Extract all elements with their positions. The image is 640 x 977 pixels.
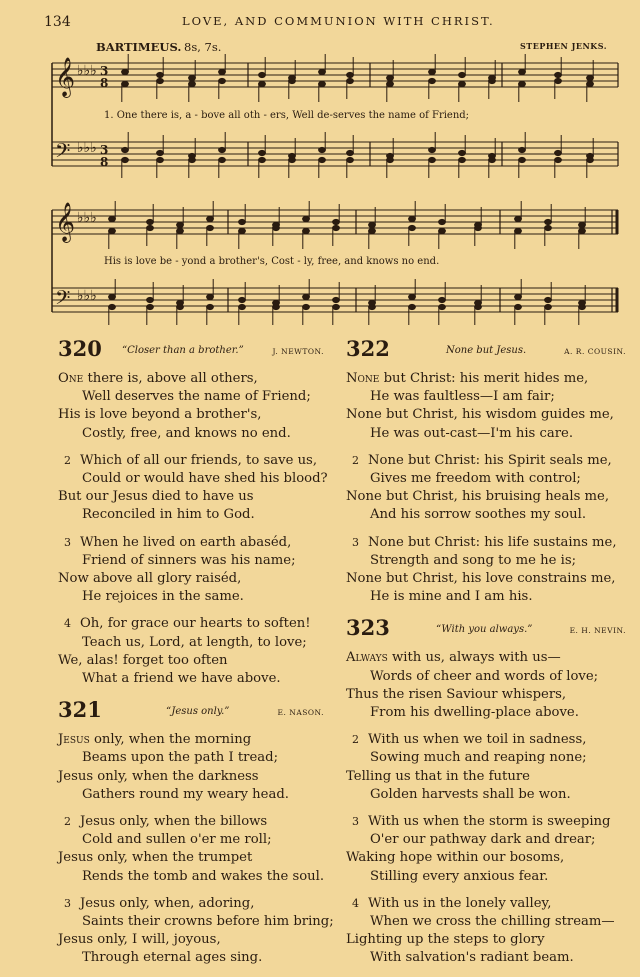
note-head — [439, 297, 446, 302]
stanza-line — [58, 425, 348, 443]
stanza — [346, 534, 636, 607]
note-head — [303, 228, 310, 233]
stanza-number: 3 — [352, 535, 359, 549]
note-head — [177, 228, 184, 233]
note-head — [207, 294, 214, 299]
flat-icon: ♭♭♭ — [77, 210, 97, 226]
note-head — [333, 304, 340, 309]
hymn-number: 322 — [346, 336, 390, 361]
stanza-line — [58, 749, 348, 767]
tune-name: BARTIMEUS. — [96, 40, 182, 54]
stanza-text: With us when we toil in sadness, — [368, 732, 587, 748]
note-head — [207, 225, 214, 230]
stanza — [346, 370, 636, 443]
stanza-text: Costly, free, and knows no end. — [82, 425, 291, 441]
svg-text:8: 8 — [100, 155, 109, 169]
note-head — [429, 147, 436, 152]
stanza-text: None but Christ: his life sustains me, — [368, 534, 617, 550]
left-column — [58, 336, 348, 977]
note-head — [475, 225, 482, 230]
note-head — [587, 81, 594, 86]
note-head — [319, 147, 326, 152]
stanza-text: None but Christ: his merit hides me, — [346, 371, 589, 386]
lyric-line-1: 1. One there is, a - bove all oth - ers, Well de-serves the name of Friend; — [104, 110, 470, 121]
note-head — [319, 69, 326, 74]
note-head — [347, 78, 354, 83]
stanza-text: Always with us, always with us— — [346, 650, 561, 666]
stanza-line — [346, 768, 636, 786]
note-head — [157, 78, 164, 83]
stanza — [346, 813, 636, 886]
stanza-line — [58, 813, 348, 831]
stanza-text: Jesus only, when the morning — [58, 732, 252, 748]
note-head — [219, 69, 226, 74]
stanza-line — [58, 388, 348, 406]
stanza-line — [58, 488, 348, 506]
stanza-text: Stilling every anxious fear. — [370, 868, 549, 884]
stanza-text: With us in the lonely valley, — [368, 895, 552, 911]
stanza-line — [346, 668, 636, 686]
note-head — [439, 304, 446, 309]
stanza-line — [346, 895, 636, 913]
note-head — [239, 228, 246, 233]
stanza-text: Could or would have shed his blood? — [82, 471, 328, 487]
stanza-line — [346, 831, 636, 849]
page-number: 134 — [44, 14, 71, 30]
stanza-line — [346, 704, 636, 722]
stanza-text: One there is, above all others, — [58, 371, 258, 386]
lyric-line-2: His is love be - yond a brother's, Cost - ly, free, and knows no end. — [104, 256, 440, 267]
note-head — [122, 81, 129, 86]
hymn-author: J. NEWTON. — [272, 347, 324, 356]
note-head — [157, 72, 164, 77]
note-head — [259, 72, 266, 77]
note-head — [157, 157, 164, 162]
stanza-line — [58, 913, 348, 931]
note-head — [319, 81, 326, 86]
stanza-text: None but Christ, his wisdom guides me, — [346, 407, 614, 423]
note-head — [545, 304, 552, 309]
flat-icon: ♭♭♭ — [77, 63, 97, 79]
bass-clef-icon: 𝄢 — [55, 286, 71, 314]
stanza-text: His is love beyond a brother's, — [58, 407, 262, 423]
note-head — [122, 147, 129, 152]
note-head — [555, 78, 562, 83]
note-head — [289, 78, 296, 83]
stanza — [346, 649, 636, 722]
note-head — [545, 225, 552, 230]
note-head — [545, 297, 552, 302]
stanza-line — [58, 895, 348, 913]
stanza-text: O'er our pathway dark and drear; — [370, 832, 596, 848]
note-head — [239, 219, 246, 224]
stanza-line — [346, 731, 636, 749]
note-head — [147, 225, 154, 230]
note-head — [515, 304, 522, 309]
note-head — [519, 157, 526, 162]
stanza-text: None but Christ, his bruising heals me, — [346, 489, 610, 505]
stanza-text: Reconciled in him to God. — [82, 507, 255, 523]
note-head — [333, 225, 340, 230]
stanza-line — [58, 406, 348, 424]
stanza-text: What a friend we have above. — [82, 671, 281, 687]
treble-clef-icon: 𝄞 — [55, 57, 76, 97]
stanza-text: Rends the tomb and wakes the soul. — [82, 868, 325, 884]
note-head — [303, 304, 310, 309]
stanza-line — [346, 388, 636, 406]
stanza-line — [58, 370, 348, 388]
stanza-text: Jesus only, when the trumpet — [58, 850, 253, 866]
note-head — [439, 228, 446, 233]
stanza-line — [346, 913, 636, 931]
stanza-line — [346, 570, 636, 588]
stanza — [58, 452, 348, 525]
note-head — [109, 216, 116, 221]
note-head — [429, 157, 436, 162]
note-head — [239, 297, 246, 302]
hymn-subtitle: “Jesus only.” — [166, 706, 230, 718]
stanza-text: Telling us that in the future — [346, 768, 530, 784]
note-head — [515, 294, 522, 299]
stanza-line — [346, 649, 636, 667]
stanza-line — [58, 452, 348, 470]
stanza-line — [58, 570, 348, 588]
stanza-text: Jesus only, I will, joyous, — [58, 932, 221, 948]
svg-text:3: 3 — [100, 143, 109, 157]
note-head — [157, 150, 164, 155]
stanza-text: When we cross the chilling stream— — [370, 914, 615, 930]
stanza-number: 3 — [352, 815, 359, 829]
stanza-text: Saints their crowns before him bring; — [82, 914, 334, 930]
stanza-line — [58, 868, 348, 886]
stanza-line — [58, 506, 348, 524]
note-head — [439, 219, 446, 224]
note-head — [347, 157, 354, 162]
note-head — [207, 216, 214, 221]
note-head — [587, 157, 594, 162]
stanza-line — [346, 552, 636, 570]
stanza-number: 2 — [352, 733, 359, 747]
stanza — [58, 534, 348, 607]
stanza-text: With salvation's radiant beam. — [370, 950, 574, 966]
stanza-line — [58, 786, 348, 804]
stanza-line — [346, 749, 636, 767]
note-head — [189, 75, 196, 80]
stanza-text: He rejoices in the same. — [82, 589, 244, 605]
note-head — [122, 69, 129, 74]
stanza-number: 2 — [64, 453, 71, 467]
stanza-line — [346, 686, 636, 704]
note-head — [147, 219, 154, 224]
stanza-text: Strength and song to me he is; — [370, 552, 577, 568]
note-head — [177, 304, 184, 309]
note-head — [555, 72, 562, 77]
note-head — [459, 81, 466, 86]
note-head — [409, 216, 416, 221]
stanza-text: Cold and sullen o'er me roll; — [82, 832, 272, 848]
note-head — [319, 157, 326, 162]
note-head — [459, 157, 466, 162]
stanza — [58, 615, 348, 688]
stanza-text: Gives me freedom with control; — [370, 471, 581, 487]
stanza-text: Words of cheer and words of love; — [370, 668, 599, 684]
stanza-text: Well deserves the name of Friend; — [82, 389, 311, 405]
note-head — [189, 157, 196, 162]
note-head — [409, 304, 416, 309]
staff-treble-1 — [52, 63, 618, 87]
note-head — [459, 72, 466, 77]
note-head — [387, 75, 394, 80]
note-head — [519, 69, 526, 74]
stanza-text: None but Christ, his love constrains me, — [346, 571, 616, 587]
note-head — [109, 304, 116, 309]
stanza-text: He was faultless—I am fair; — [370, 389, 555, 405]
stanza-text: And his sorrow soothes my soul. — [370, 507, 587, 523]
stanza-line — [58, 731, 348, 749]
note-head — [109, 228, 116, 233]
stanza-text: With us when the storm is sweeping — [368, 814, 611, 830]
note-head — [259, 150, 266, 155]
treble-clef-icon: 𝄞 — [55, 202, 76, 242]
note-head — [587, 75, 594, 80]
stanza-line — [58, 615, 348, 633]
note-head — [545, 219, 552, 224]
stanza-line — [58, 768, 348, 786]
stanza-text: Now above all glory raiséd, — [58, 571, 242, 587]
note-head — [219, 157, 226, 162]
stanza-text: Thus the risen Saviour whispers, — [346, 686, 567, 702]
stanza-line — [58, 552, 348, 570]
note-head — [515, 216, 522, 221]
hymn-author: A. R. COUSIN. — [564, 347, 626, 356]
stanza-number: 4 — [64, 617, 71, 631]
hymn-author: E. H. NEVIN. — [569, 626, 626, 636]
stanza — [346, 452, 636, 525]
note-head — [579, 304, 586, 309]
stanza-line — [58, 634, 348, 652]
stanza — [346, 895, 636, 968]
stanza-line — [346, 588, 636, 606]
svg-text:8: 8 — [100, 76, 109, 90]
note-head — [387, 157, 394, 162]
note-head — [207, 304, 214, 309]
stanza-number: 2 — [64, 815, 71, 829]
note-head — [475, 304, 482, 309]
stanza-line — [346, 488, 636, 506]
note-head — [409, 294, 416, 299]
note-head — [579, 228, 586, 233]
stanza-line — [346, 534, 636, 552]
hymn-subtitle: None but Jesus. — [446, 345, 527, 356]
stanza-line — [58, 588, 348, 606]
tune-meter: 8s, 7s. — [184, 40, 222, 54]
hymn-321 — [58, 697, 348, 967]
stanza-text: Waking hope within our bosoms, — [346, 850, 565, 866]
hymn-subtitle: “With you always.” — [436, 624, 533, 636]
stanza-text: Sowing much and reaping none; — [370, 750, 587, 766]
stanza-number: 4 — [352, 896, 359, 910]
note-head — [347, 150, 354, 155]
note-head — [333, 219, 340, 224]
stanza-line — [58, 949, 348, 967]
note-head — [489, 157, 496, 162]
stanza-text: Jesus only, when the darkness — [58, 768, 259, 784]
stanza-line — [346, 813, 636, 831]
stanza-text: Jesus only, when the billows — [80, 814, 268, 830]
stanza-text: We, alas! forget too often — [58, 652, 228, 668]
note-head — [219, 78, 226, 83]
note-head — [579, 222, 586, 227]
note-head — [555, 150, 562, 155]
note-head — [489, 78, 496, 83]
stanza-number: 2 — [352, 453, 359, 467]
stanza-line — [346, 470, 636, 488]
hymn-author: E. NASON. — [277, 708, 324, 718]
stanza-line — [346, 786, 636, 804]
note-head — [259, 157, 266, 162]
right-column — [346, 336, 636, 977]
stanza-text: From his dwelling-place above. — [370, 705, 579, 721]
stanza-text: Gathers round my weary head. — [82, 786, 289, 802]
note-head — [519, 81, 526, 86]
stanza-text: When he lived on earth abaséd, — [80, 534, 292, 550]
note-head — [259, 81, 266, 86]
stanza-line — [58, 831, 348, 849]
stanza-line — [346, 849, 636, 867]
flat-icon: ♭♭♭ — [77, 140, 97, 156]
note-head — [459, 150, 466, 155]
stanza-text: Jesus only, when, adoring, — [80, 895, 255, 911]
stanza-text: Through eternal ages sing. — [82, 950, 263, 966]
bar-lines — [228, 63, 618, 312]
hymn-number: 321 — [58, 697, 102, 723]
stanza-text: Golden harvests shall be won. — [370, 786, 571, 802]
note-head — [303, 294, 310, 299]
hymn-subtitle: “Closer than a brother.” — [122, 345, 244, 356]
stanza-line — [58, 470, 348, 488]
note-head — [429, 69, 436, 74]
stanza — [58, 370, 348, 443]
stanza-line — [346, 452, 636, 470]
stanza-line — [58, 534, 348, 552]
note-head — [122, 157, 129, 162]
stanza-line — [346, 406, 636, 424]
staff-bass-1 — [52, 142, 618, 166]
note-head — [273, 304, 280, 309]
stanza-text: He is mine and I am his. — [370, 589, 533, 605]
stanza-line — [58, 670, 348, 688]
stanza-line — [58, 931, 348, 949]
note-head — [409, 225, 416, 230]
note-head — [369, 304, 376, 309]
stanza-text: None but Christ: his Spirit seals me, — [368, 452, 612, 468]
stanza-line — [58, 849, 348, 867]
running-head: LOVE, AND COMMUNION WITH CHRIST. — [182, 14, 495, 28]
note-head — [273, 225, 280, 230]
note-head — [239, 304, 246, 309]
stanza-text: But our Jesus died to have us — [58, 489, 254, 505]
note-head — [369, 222, 376, 227]
stanza-number: 3 — [64, 896, 71, 910]
stanza-line — [346, 506, 636, 524]
note-head — [515, 228, 522, 233]
note-head — [109, 294, 116, 299]
note-head — [369, 228, 376, 233]
note-head — [147, 297, 154, 302]
hymn-320 — [58, 336, 348, 688]
note-head — [189, 81, 196, 86]
stanza-text: Lighting up the steps to glory — [346, 932, 545, 948]
hymn-322 — [346, 336, 636, 606]
note-head — [177, 222, 184, 227]
stanza-number: 3 — [64, 535, 71, 549]
stanza-line — [346, 868, 636, 886]
note-head — [387, 81, 394, 86]
stanza-line — [346, 425, 636, 443]
stanza-text: Friend of sinners was his name; — [82, 552, 296, 568]
hymn-number: 323 — [346, 615, 390, 641]
note-head — [519, 147, 526, 152]
stanza-line — [346, 949, 636, 967]
stanza-line — [346, 370, 636, 388]
note-head — [333, 297, 340, 302]
stanza-text: Beams upon the path I tread; — [82, 750, 279, 766]
stanza-text: Teach us, Lord, at length, to love; — [82, 634, 307, 650]
flat-icon: ♭♭♭ — [77, 288, 97, 304]
tune-composer: STEPHEN JENKS. — [520, 41, 608, 51]
stanza-line — [346, 931, 636, 949]
note-head — [303, 216, 310, 221]
note-head — [555, 157, 562, 162]
note-head — [429, 78, 436, 83]
bass-clef-icon: 𝄢 — [55, 139, 71, 167]
hymn-323 — [346, 615, 636, 967]
stanza-line — [58, 652, 348, 670]
note-head — [147, 304, 154, 309]
stanza-text: He was out-cast—I'm his care. — [370, 425, 574, 441]
music-notation — [0, 0, 640, 340]
note-head — [289, 157, 296, 162]
stanza — [58, 813, 348, 886]
stanza-text: Which of all our friends, to save us, — [80, 452, 318, 468]
stanza — [346, 731, 636, 804]
svg-text:3: 3 — [100, 64, 109, 78]
stanza — [58, 895, 348, 968]
hymn-number: 320 — [58, 336, 102, 361]
note-head — [219, 147, 226, 152]
note-head — [347, 72, 354, 77]
stanza — [58, 731, 348, 804]
stanza-text: Oh, for grace our hearts to soften! — [80, 616, 311, 632]
